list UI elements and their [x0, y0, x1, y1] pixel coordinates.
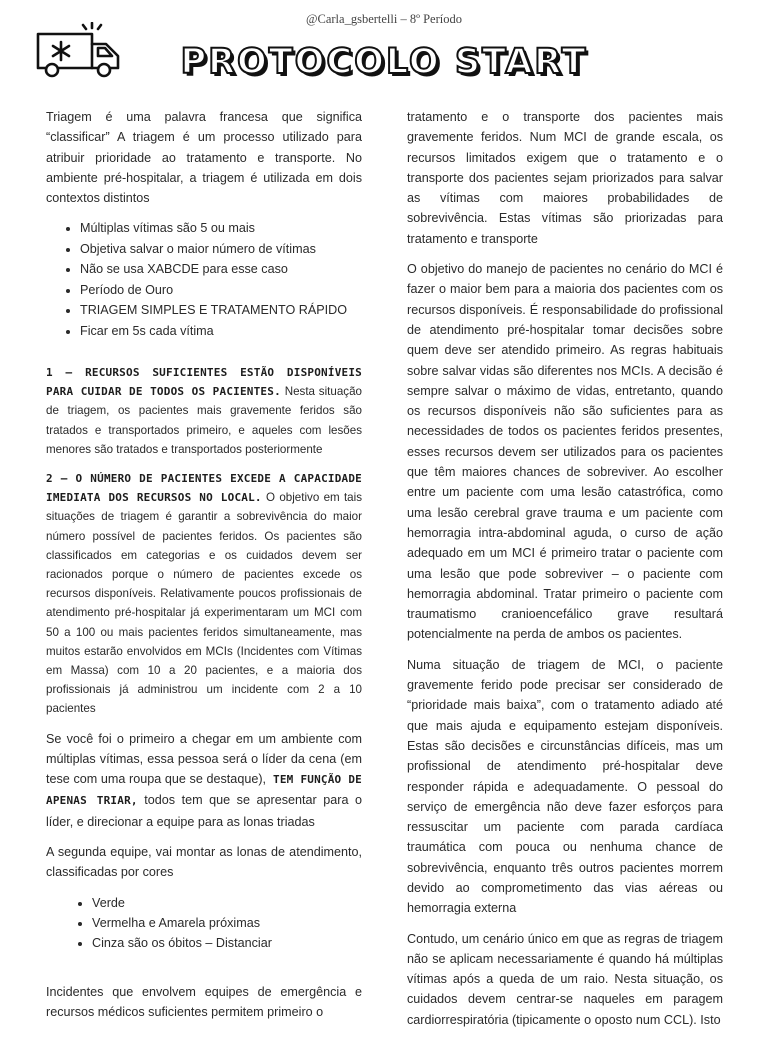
- leader-paragraph: [46, 729, 362, 832]
- leader-highlight: TEM FUNÇÃO DE APENAS TRIAR,: [46, 773, 362, 808]
- key-points-list: [46, 218, 362, 340]
- right-paragraph-4: Contudo, um cenário único em que as regras de triagem não se aplicam necessariamente é quando há múltiplas vítimas após a queda de um raio. Nesta situação, os cuidados devem centrar-se naqueles em paragem cardiorrespiratória (tipicamente o oposto num CCL). Isto: [407, 931, 723, 1027]
- right-paragraph-2: O objetivo do manejo de pacientes no cenário do MCI é fazer o maior bem para a maioria dos pacientes com os recursos disponíveis. É responsabilidade do profissional de atendimento pré-hospitalar tomar decisões sobre quem deve ser atendido primeiro. As regras habituais sobre salvar vidas são diferentes nos MCIs. A decisão é sempre salvar o máximo de vidas, entretanto, quando os recursos disponíveis não são suficientes para as necessidades de todos os pacientes feridos presentes, esses recursos devem ser utilizados para os pacientes que têm maiores chances de sobreviver. Ao escolher entre um paciente com uma lesão catastrófica, como uma lesão cerebral grave trauma e um paciente com hemorragia intra-abdominal aguda, o curso de ação adequado em um MCI é primeiro tratar o paciente com uma lesão que pode sobreviver – o paciente com hemorragia abdominal. Tratar primeiro o paciente com traumatismo cranioencefálico grave resultará potencialmente na perda de ambos os pacientes.: [407, 262, 723, 642]
- page-title: PROTOCOLO START: [180, 42, 588, 82]
- section-1-body: Nesta situação de triagem, os pacientes mais gravemente feridos são tratados e transportados primeiro, e aqueles com lesões menores são tratados e transportados posteriormente: [46, 385, 362, 456]
- right-column: [407, 107, 723, 1040]
- list-item: • Ficar em 5s cada vítima: [80, 321, 362, 341]
- second-team-paragraph: A segunda equipe, vai montar as lonas de atendimento, classificadas por cores: [46, 845, 362, 880]
- incidents-paragraph: Incidentes que envolvem equipes de emergência e recursos médicos suficientes permitem primeiro o: [46, 984, 362, 1020]
- list-item: • Verde: [92, 893, 362, 913]
- left-column: [46, 107, 362, 1032]
- list-item: • Objetiva salvar o maior número de vítimas: [80, 239, 362, 259]
- list-item: • Período de Ouro: [80, 280, 362, 300]
- section-2: [46, 469, 362, 719]
- list-item: • TRIAGEM SIMPLES E TRATAMENTO RÁPIDO: [80, 300, 362, 320]
- intro-paragraph: Triagem é uma palavra francesa que significa “classificar” A triagem é um processo utilizado para atribuir prioridade ao tratamento e transporte. No ambiente pré-hospitalar, a triagem é utilizada em dois contextos distintos: [46, 110, 362, 206]
- right-paragraph-3: Numa situação de triagem de MCI, o paciente gravemente ferido pode precisar ser considerado de “prioridade mais baixa”, com o tratamento adiado até que mais ajuda e equipamento estejam disponíveis. Estas são decisões e circunstâncias difíceis, mas um profissional de atendimento pré-hospitalar deve responder rápida e adequadamente. O pessoal do serviço de emergência não deve fazer esforços para ressuscitar um paciente com parada cardíaca traumática com pouca ou nenhuma chance de sobrevivência, enquanto três outros pacientes morrem devido ao comprometimento das vias aéreas ou hemorragia externa: [407, 657, 723, 916]
- color-list: [46, 893, 362, 954]
- leader-text-a: Se você foi o primeiro a chegar em um ambiente com múltiplas vítimas, essa pessoa será o líder da cena (em tese com uma roupa que se destaque),: [46, 731, 362, 787]
- section-1: [46, 363, 362, 459]
- author-handle: @Carla_gsbertelli – 8º Período: [306, 12, 462, 26]
- section-2-body: O objetivo em tais situações de triagem é garantir a sobrevivência do maior número possível de pacientes feridos. Os pacientes são classificados em categorias e os cuidados devem ser racionados porque o número de pacientes excede os recursos disponíveis. Relativamente poucos profissionais de atendimento pré-hospitalar já experimentaram um MCI com 50 a 100 ou mais pacientes feridos simultaneamente, mas muitos estarão envolvidos em MCIs (Incidentes com Vítimas em Massa) com 10 a 20 pacientes, e a maioria dos profissionais já administrou um incidente com 2 a 10 pacientes: [46, 491, 363, 716]
- list-item: • Cinza são os óbitos – Distanciar: [92, 933, 362, 953]
- right-paragraph-1: tratamento e o transporte dos pacientes mais gravemente feridos. Num MCI de grande escala, os recursos limitados exigem que o tratamento e o transporte dos pacientes sejam priorizados para salvar as vítimas com maiores probabilidades de sobrevivência. Estas vítimas são priorizadas para tratamento e transporte: [407, 110, 723, 246]
- leader-text-b: todos tem que se apresentar para o líder, e direcionar a equipe para as lonas triadas: [46, 793, 362, 829]
- list-item: • Não se usa XABCDE para esse caso: [80, 259, 362, 279]
- section-2-heading: 2 – O NÚMERO DE PACIENTES EXCEDE A CAPACIDADE IMEDIATA DOS RECURSOS NO LOCAL.: [46, 471, 362, 505]
- list-item: • Vermelha e Amarela próximas: [92, 913, 362, 933]
- list-item: • Múltiplas vítimas são 5 ou mais: [80, 218, 362, 238]
- section-1-heading: 1 – RECURSOS SUFICIENTES ESTÃO DISPONÍVEIS PARA CUIDAR DE TODOS OS PACIENTES.: [46, 365, 362, 399]
